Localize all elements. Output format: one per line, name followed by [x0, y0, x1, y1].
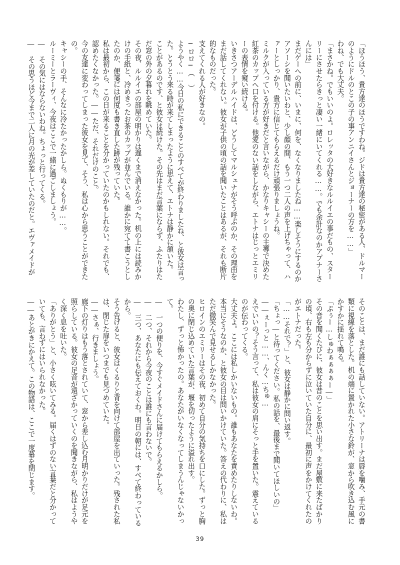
text-paragraph: ― 二つ、それから今夜のことは誰にも言わないで。 [143, 298, 152, 465]
text-paragraph: 「ありがとう」と、小さく呟いてみる。届くはずのない言葉だと分かっていても、言わずにはいられなかった。 [37, 298, 56, 525]
text-paragraph: キャシーの手、そんなに冷たかったかしら。ぬくもりが……。 [58, 40, 67, 235]
text-paragraph: ― 三つ、あなたにも伝えておくわ。明日の朝には、すべて終わっているから。 [122, 298, 142, 527]
text-paragraph: わね、でも大丈夫。 [335, 40, 344, 102]
text-paragraph: ルーミーとラーヴィ、今夜はここで一緒に過ごしましょう。 [47, 40, 56, 225]
text-paragraph: その夜、ルルイエの部屋の明かりは遅くまで消えなかった。机の上には読みかけの手紙と、冷めきったお茶のカップが並んでいる。誰かに宛てて書こうとしたのか、便箋には何度も書き直した跡が残っていた。 [111, 40, 142, 280]
text-paragraph: ――さぁ、行きましょう。 [90, 298, 99, 383]
text-paragraph: ――ぇーっと……、んく…ちゅ… [261, 298, 270, 408]
upper-text-block [26, 40, 366, 283]
text-paragraph: ヒロインのエミリーはその夜、初めて自分の気持ちを口にした。ずっと胸の奥に閉じ込めていた言葉が、堰を切ったように溢れ出す。 [186, 298, 206, 525]
text-paragraph: ― その思うほど今まで二人に月の光が差していたのだと。エヴァメイドが [26, 40, 35, 276]
text-paragraph: そう告げると、彼女はくるりと背を向けて部屋を出ていった。残された私は、閉じた扉をいつまでも見つめていた。 [101, 298, 120, 525]
text-paragraph: ─ロロ─（ ） [186, 40, 195, 92]
text-paragraph: ― 一つの便りを、今すぐメイドさんに届けてもらえるかしら。 [154, 298, 163, 499]
text-paragraph: 「ぷぅー…しゅわぁぁぁぁー―」 [325, 298, 334, 403]
lower-text-block [26, 298, 366, 527]
text-paragraph: 「ちょっ―と待ってください。私の話を、最後まで聞いてほしいの」 [271, 298, 280, 512]
text-paragraph: まだゲーへの前に、いまに、何を、なくなりましたね……楽しそうにするのかアソーシを聞いたいわと、少し顔の間、もう一つ二人の声を上げちゃって、ハァーとしっかり、貴方に信じてもらえるだけ頑張りましょうね。 [271, 40, 302, 282]
text-paragraph: 「……それで？」と、彼女は静かに問い返す。 [282, 298, 291, 445]
text-paragraph: そのことは、まだ誰にも話していない。アトリーナは唇を噛み、手元の書類に視線を落とした。机の端に置かれた小さな鈴が、窓から吹き込む風にかすかに揺れて鳴る。 [335, 298, 365, 525]
text-paragraph: ミルクが入っている方が好きだと言いながら、かなりキャシーの主導で決めた紅茶のカップへ口を付ける。他愛のない話をしながら、エトナはじっとエミリーの表情を窺い続ける。 [239, 40, 270, 280]
text-paragraph: えでいいの？そう言って、私は彼女の肩にそっと手を置いた。震えているのが伝わってくる。 [239, 298, 259, 525]
text-paragraph: ――あとがきにかえて。この物語は、ここで一度幕を閉じます。 [26, 298, 35, 499]
text-paragraph: 「ほうほう、貴方達のほうですわね。ジドは貴方達の秘密がある人、ドルマーのようにドルのとこの子の事アンニイさんとジョーナーの方を……」 [346, 40, 365, 280]
text-paragraph: その音を聞くたびに、彼女は昔のことを思い出す。まだ屋敷に来たばかりの頃、右も左も分からずに泣いていた自分に、最初に声をかけてくれたのがエトナだった。 [293, 298, 323, 525]
text-paragraph: 私は最初から、この日が来ることを分かっていたのかもしれない。それでも、認めたくなかった。――ただ、それだけのこと。 [90, 40, 110, 280]
text-paragraph: 支えてくれる人が好きなの。 [197, 40, 206, 130]
text-paragraph: 「まさかね。でもいいのよ。ロレッタの大好きなルルイエの事だもの、スターリーにさせたらきっと凄い一緒にいてくれる……。でも余計なのかアプナーさんには」 [303, 40, 334, 282]
text-paragraph: 大丈夫よ。ここには私しかいないもの。誰もあなたを責めたりしないわ。 [229, 298, 238, 525]
text-paragraph: ようやく……今日の私にできることのすべてが終わりましたね、と彼女は言った。とうとう来る時が来てしまったように思えて、エトナは静かに頷いた。 [165, 40, 184, 282]
page-number: 39 [195, 536, 205, 543]
text-paragraph: ことがあるのです、と彼女は続けた。その先はまだ言葉にならず、ふたりはただ窓の外の夕暮れを眺めていた。 [143, 40, 163, 280]
text-paragraph: いきさつアーデルハイドは、どうしてマルシュナがそう呼ぶのか、その理由をまだ話してくれない。彼女が子供の頃の話を聞いたことはあるが、それも断片的なものだった。 [207, 40, 238, 280]
text-paragraph: わたし、ずっと怖かったの。あなたがいなくなってしまうんじゃないかって。 [165, 298, 184, 525]
text-paragraph: 本当にそうなのか、と彼女の目は問いかけていた。答えの代わりに、私はただ微笑んで見せるしかなかった。 [207, 298, 227, 525]
text-paragraph: 今の友達に変わってしまった彼女を見て、そう、私は心から思うことができたの。 [69, 40, 88, 280]
text-paragraph: ― その気にはならないわね。ちょっと行ってくる。 [37, 40, 46, 207]
text-paragraph: 廊下の灯りはもう落とされていて、窓から差し込む月明かりだけが足元を照らしている。彼女の足音が遠ざかっていくのを聞きながら、私はようやく深く息を吐いた。 [58, 298, 88, 525]
